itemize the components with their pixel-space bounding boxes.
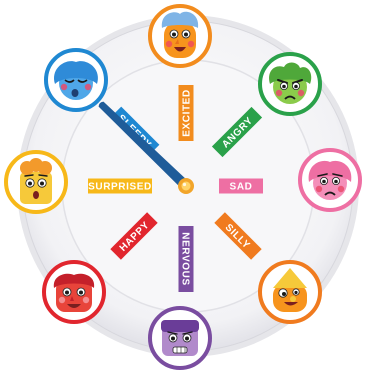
- face-excited[interactable]: [150, 6, 210, 66]
- face-silly[interactable]: [260, 262, 320, 322]
- label-sad: [219, 179, 263, 194]
- face-happy[interactable]: [44, 262, 104, 322]
- face-surprised[interactable]: [6, 152, 66, 212]
- label-excited-text: EXCITED: [181, 89, 193, 137]
- label-surprised: [88, 179, 152, 194]
- happy-face-icon: [54, 274, 94, 312]
- label-excited: [179, 85, 194, 141]
- label-surprised-text: SURPRISED: [88, 181, 152, 193]
- label-silly-text: SILLY: [222, 222, 252, 252]
- label-angry-text: ANGRY: [220, 115, 256, 151]
- face-nervous[interactable]: [150, 308, 210, 368]
- label-happy-text: HAPPY: [117, 219, 152, 254]
- label-nervous-text: NERVOUS: [179, 232, 191, 286]
- face-sleepy[interactable]: [46, 50, 106, 110]
- excited-face-icon: [162, 12, 198, 58]
- nervous-face-icon: [161, 320, 199, 356]
- surprised-face-icon: [20, 158, 52, 204]
- label-nervous: [179, 226, 194, 292]
- face-angry[interactable]: [260, 54, 320, 114]
- face-sad[interactable]: [300, 150, 360, 210]
- label-sad-text: SAD: [229, 181, 253, 193]
